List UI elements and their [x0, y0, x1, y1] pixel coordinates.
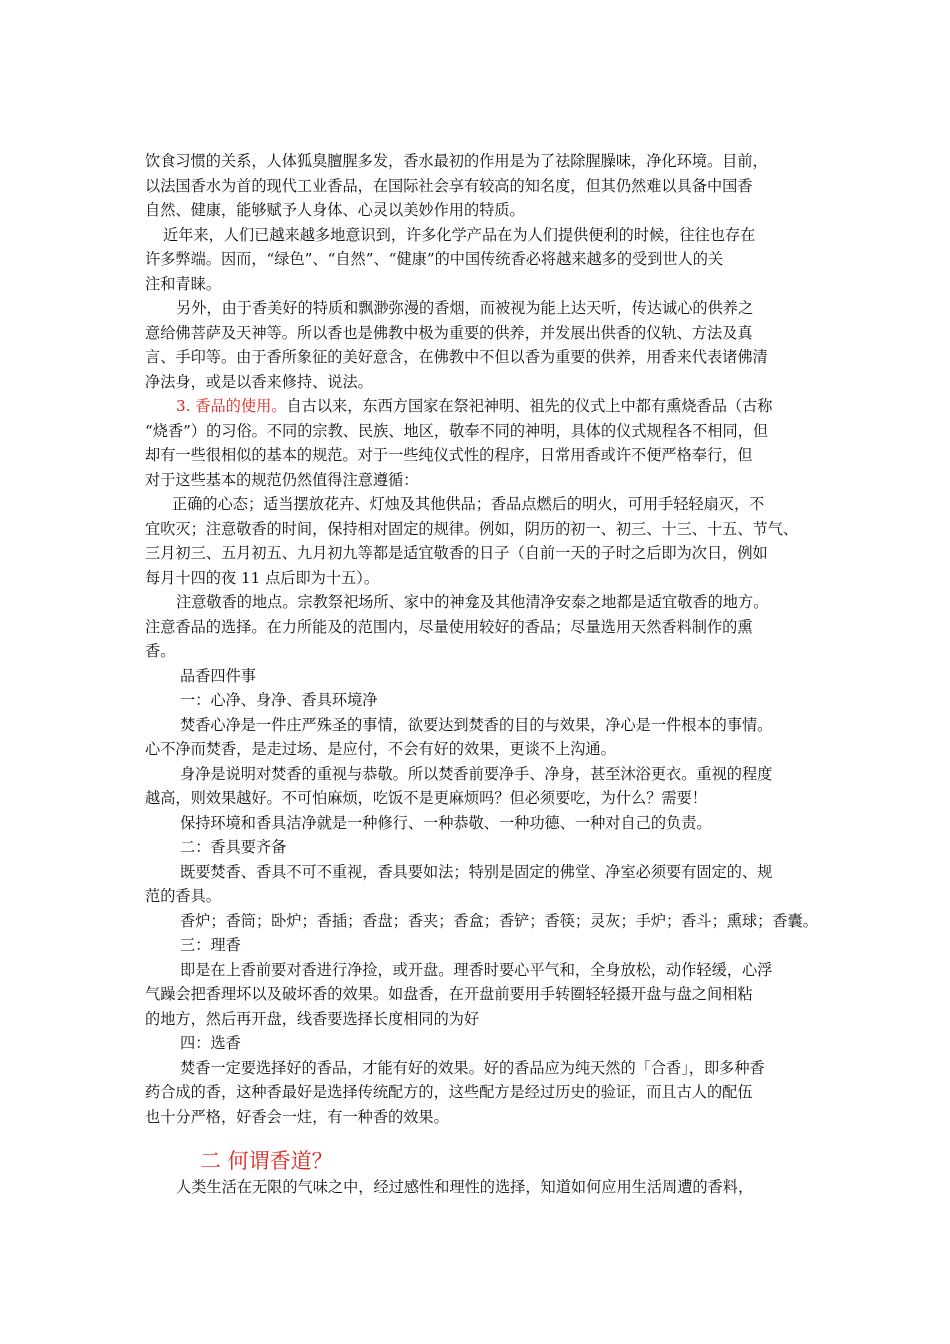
subheading: 一：心净、身净、香具环境净	[180, 691, 378, 709]
text-line: 范的香具。	[145, 887, 221, 905]
text-line: 的地方，然后再开盘，线香要选择长度相同的为好	[145, 1010, 480, 1028]
text-line: 香。	[145, 642, 176, 660]
text-line: 饮食习惯的关系，人体狐臭膻腥多发，香水最初的作用是为了祛除腥臊味，净化环境。目前，	[145, 152, 768, 170]
text-line: 净法身，或是以香来修持、说法。	[145, 373, 373, 391]
text-line: 却有一些很相似的基本的规范。对于一些纯仪式性的程序，日常用香或许不便严格奉行，但	[145, 446, 753, 464]
text-line: 注和青睐。	[145, 275, 221, 293]
text-line: 既要焚香、香具不可不重视，香具要如法；特别是固定的佛堂、净室必须要有固定的、规	[180, 863, 773, 881]
text-line: 言、手印等。由于香所象征的美好意含，在佛教中不但以香为重要的供养，用香来代表诸佛清	[145, 348, 768, 366]
subheading: 品香四件事	[180, 667, 256, 685]
section-label: 3. 香品的使用。	[176, 397, 287, 415]
text-line: 宜吹灭；注意敬香的时间，保持相对固定的规律。例如，阴历的初一、初三、十三、十五、节气、	[145, 520, 799, 538]
text-line: 香炉；香筒；卧炉；香插；香盘；香夹；香盒；香铲；香筷；灵灰；手炉；香斗；熏球；香囊。	[180, 912, 818, 930]
text-line: 自然、健康，能够赋予人身体、心灵以美妙作用的特质。	[145, 201, 525, 219]
text-line: 也十分严格，好香会一炷，有一种香的效果。	[145, 1108, 449, 1126]
text-line: 心不净而焚香，是走过场、是应付，不会有好的效果，更谈不上沟通。	[145, 740, 616, 758]
section-heading: 二 何谓香道？	[200, 1149, 333, 1173]
text-line: 三月初三、五月初五、九月初九等都是适宜敬香的日子（自前一天的子时之后即为次日，例如	[145, 544, 768, 562]
text-line: 以法国香水为首的现代工业香品，在国际社会享有较高的知名度，但其仍然难以具备中国香	[145, 177, 753, 195]
text-line: 对于这些基本的规范仍然值得注意遵循：	[145, 471, 419, 489]
text-line: 许多弊端。因而，“绿色”、“自然”、“健康”的中国传统香必将越来越多的受到世人的关	[145, 250, 724, 268]
text-line: 身净是说明对焚香的重视与恭敬。所以焚香前要净手、净身，甚至沐浴更衣。重视的程度	[180, 765, 773, 783]
subheading: 三：理香	[180, 936, 241, 954]
text-line: 另外，由于香美好的特质和飘渺弥漫的香烟，而被视为能上达天听，传达诚心的供养之	[176, 299, 754, 317]
text-line: 焚香一定要选择好的香品，才能有好的效果。好的香品应为纯天然的「合香」，即多种香	[180, 1059, 765, 1077]
text-line: 正确的心态；适当摆放花卉、灯烛及其他供品；香品点燃后的明火，可用手轻轻扇灭，不	[172, 495, 765, 513]
subheading: 四：选香	[180, 1034, 241, 1052]
text-line: 越高，则效果越好。不可怕麻烦，吃饭不是更麻烦吗？但必须要吃，为什么？需要！	[145, 789, 707, 807]
text-line: 焚香心净是一件庄严殊圣的事情，欲要达到焚香的目的与效果，净心是一件根本的事情。	[180, 716, 773, 734]
text-line: 注意香品的选择。在力所能及的范围内，尽量使用较好的香品；尽量选用天然香料制作的熏	[145, 618, 753, 636]
text-line: “烧香”）的习俗。不同的宗教、民族、地区，敬奉不同的神明，具体的仪式规程各不相同，但	[145, 422, 769, 440]
text-line: 意给佛菩萨及天神等。所以香也是佛教中极为重要的供养，并发展出供香的仪轨、方法及真	[145, 324, 753, 342]
text-line: 药合成的香，这种香最好是选择传统配方的，这些配方是经过历史的验证，而且古人的配伍	[145, 1083, 753, 1101]
subheading: 二：香具要齐备	[180, 838, 287, 856]
text-line: 每月十四的夜 11 点后即为十五）。	[145, 569, 380, 587]
text-line: 保持环境和香具洁净就是一种修行、一种恭敬、一种功德、一种对自己的负责。	[180, 814, 712, 832]
text-line	[176, 396, 846, 416]
text-line: 注意敬香的地点。宗教祭祀场所、家中的神龛及其他清净安泰之地都是适宜敬香的地方。	[176, 593, 769, 611]
text-line: 气躁会把香理坏以及破坏香的效果。如盘香，在开盘前要用手转圈轻轻摄开盘与盘之间相粘	[145, 985, 753, 1003]
text-line: 近年来，人们已越来越多地意识到，许多化学产品在为人们提供便利的时候，往往也存在	[163, 226, 756, 244]
text-line: 即是在上香前要对香进行净捡，或开盘。理香时要心平气和，全身放松，动作轻缓，心浮	[180, 961, 773, 979]
text-line: 人类生活在无限的气味之中，经过感性和理性的选择，知道如何应用生活周遭的香料，	[176, 1178, 754, 1196]
text-span: 自古以来，东西方国家在祭祀神明、祖先的仪式上中都有熏烧香品（古称	[286, 397, 773, 415]
